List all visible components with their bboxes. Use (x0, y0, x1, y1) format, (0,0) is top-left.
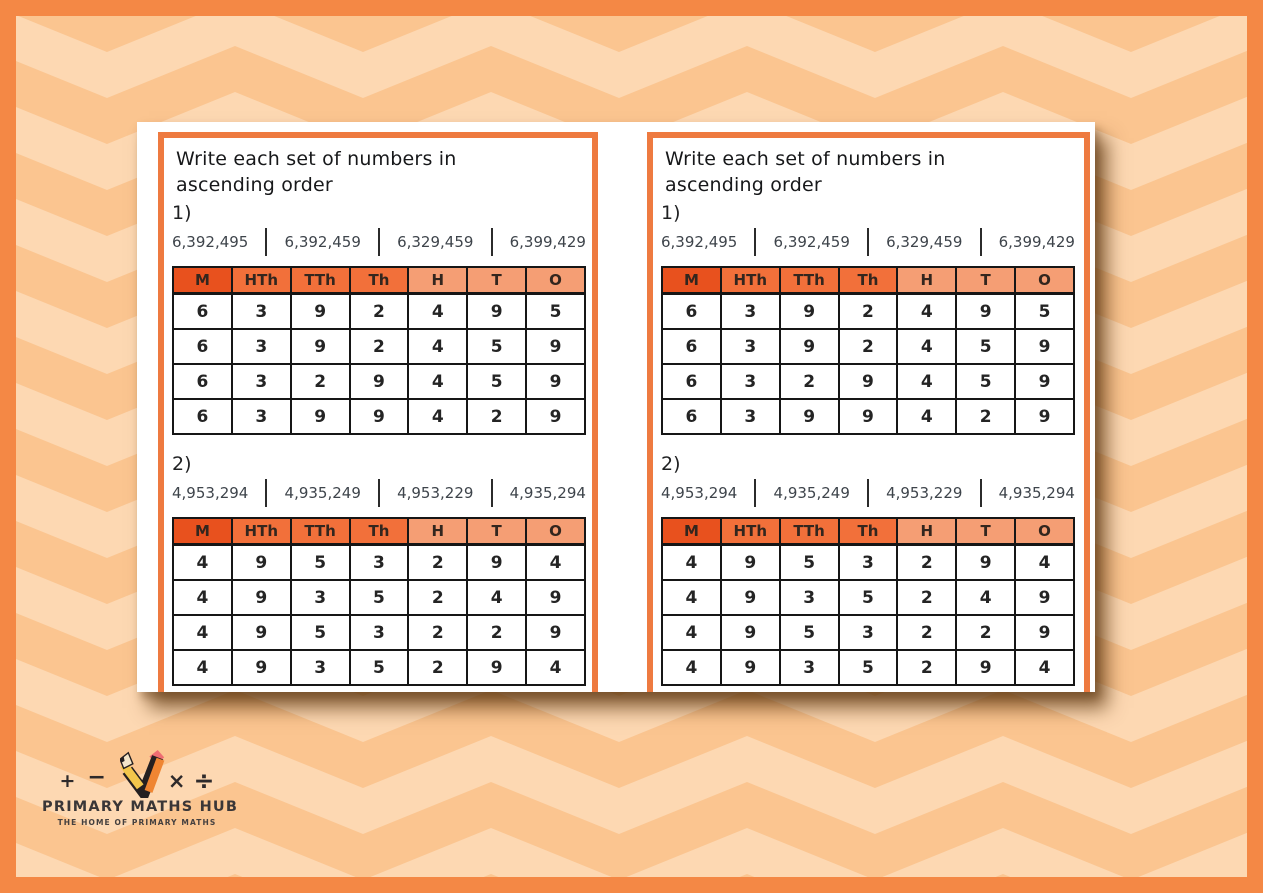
digit-cell: 9 (526, 364, 585, 399)
place-value-header-tth: TTh (291, 267, 350, 294)
digit-cell: 4 (526, 650, 585, 685)
title-line-1: Write each set of numbers in (176, 148, 457, 170)
number-value: 6,392,495 (172, 233, 249, 251)
digit-cell: 9 (721, 545, 780, 581)
title-line-2: ascending order (665, 174, 822, 196)
digit-cell: 4 (173, 650, 232, 685)
digit-cell: 2 (897, 650, 956, 685)
primary-maths-hub-logo (42, 744, 239, 827)
divide-icon: ÷ (193, 766, 215, 795)
digit-cell: 2 (408, 580, 467, 615)
digit-cell: 5 (467, 364, 526, 399)
place-value-header-h: H (408, 267, 467, 294)
digit-cell: 2 (956, 399, 1015, 434)
minus-icon: − (87, 765, 106, 790)
digit-cell: 4 (662, 545, 721, 581)
question-1-place-value-table (172, 266, 586, 435)
digit-cell: 6 (173, 294, 232, 330)
number-value: 6,392,459 (773, 233, 850, 251)
place-value-header-hth: HTh (232, 518, 291, 545)
digit-cell: 4 (467, 580, 526, 615)
digit-cell: 3 (839, 545, 898, 581)
digit-cell: 2 (897, 580, 956, 615)
digit-cell: 9 (1015, 399, 1074, 434)
digit-cell: 3 (721, 329, 780, 364)
digit-cell: 4 (173, 580, 232, 615)
digit-cell: 2 (467, 615, 526, 650)
number-value: 6,329,459 (886, 233, 963, 251)
digit-cell: 5 (350, 650, 409, 685)
digit-cell: 3 (291, 650, 350, 685)
number-value: 6,392,459 (284, 233, 361, 251)
question-1-number-set (172, 227, 586, 257)
place-value-header-o: O (526, 267, 585, 294)
digit-cell: 9 (232, 545, 291, 581)
digit-row (173, 399, 585, 434)
question-2-place-value-table (172, 517, 586, 686)
digit-row (173, 294, 585, 330)
digit-cell: 3 (780, 650, 839, 685)
number-value: 4,953,294 (661, 484, 738, 502)
digit-cell: 9 (350, 364, 409, 399)
digit-cell: 9 (526, 399, 585, 434)
title-line-2: ascending order (176, 174, 333, 196)
digit-cell: 9 (721, 615, 780, 650)
digit-cell: 2 (467, 399, 526, 434)
number-separator (265, 228, 267, 256)
digit-cell: 3 (350, 615, 409, 650)
header-row (662, 518, 1074, 545)
digit-cell: 9 (956, 545, 1015, 581)
digit-row (173, 545, 585, 581)
worksheet-panel-right (647, 132, 1090, 692)
place-value-header-o: O (1015, 267, 1074, 294)
place-value-header-th: Th (350, 518, 409, 545)
digit-cell: 5 (350, 580, 409, 615)
digit-row (173, 615, 585, 650)
worksheet-panel-left (158, 132, 598, 692)
number-value: 6,399,429 (998, 233, 1075, 251)
digit-cell: 6 (662, 364, 721, 399)
number-separator (378, 228, 380, 256)
place-value-header-tth: TTh (780, 518, 839, 545)
place-value-header-t: T (956, 267, 1015, 294)
digit-cell: 9 (721, 580, 780, 615)
digit-cell: 5 (780, 615, 839, 650)
digit-cell: 3 (839, 615, 898, 650)
logo-tagline: THE HOME OF PRIMARY MATHS (57, 818, 217, 827)
digit-cell: 9 (780, 329, 839, 364)
digit-cell: 5 (291, 545, 350, 581)
digit-cell: 9 (1015, 329, 1074, 364)
place-value-header-o: O (1015, 518, 1074, 545)
digit-cell: 4 (408, 294, 467, 330)
digit-cell: 9 (526, 580, 585, 615)
digit-cell: 2 (350, 294, 409, 330)
place-value-header-tth: TTh (291, 518, 350, 545)
digit-cell: 2 (780, 364, 839, 399)
digit-cell: 3 (350, 545, 409, 581)
digit-row (662, 615, 1074, 650)
logo-operator-symbols (42, 744, 232, 796)
digit-cell: 9 (721, 650, 780, 685)
digit-row (662, 580, 1074, 615)
digit-row (173, 650, 585, 685)
digit-row (662, 650, 1074, 685)
digit-cell: 9 (467, 650, 526, 685)
digit-cell: 4 (173, 615, 232, 650)
digit-cell: 2 (897, 545, 956, 581)
digit-cell: 3 (291, 580, 350, 615)
digit-cell: 3 (721, 364, 780, 399)
digit-cell: 4 (662, 580, 721, 615)
digit-cell: 2 (839, 294, 898, 330)
digit-cell: 4 (408, 399, 467, 434)
pencil-check-icon (120, 748, 166, 798)
digit-cell: 3 (721, 294, 780, 330)
place-value-header-t: T (956, 518, 1015, 545)
digit-cell: 4 (408, 329, 467, 364)
digit-row (173, 364, 585, 399)
digit-cell: 9 (956, 650, 1015, 685)
digit-cell: 5 (956, 364, 1015, 399)
number-value: 4,953,229 (397, 484, 474, 502)
digit-cell: 2 (839, 329, 898, 364)
number-separator (265, 479, 267, 507)
digit-cell: 9 (291, 399, 350, 434)
digit-cell: 9 (232, 615, 291, 650)
digit-cell: 9 (956, 294, 1015, 330)
number-value: 4,953,229 (886, 484, 963, 502)
question-1-section (661, 200, 1077, 435)
worksheet-panel-content (661, 146, 1077, 686)
worksheet-panel-content (172, 146, 585, 686)
digit-cell: 4 (173, 545, 232, 581)
digit-cell: 5 (1015, 294, 1074, 330)
question-2-section (172, 451, 585, 686)
number-separator (867, 479, 869, 507)
digit-cell: 5 (839, 650, 898, 685)
place-value-header-th: Th (350, 267, 409, 294)
digit-cell: 4 (662, 615, 721, 650)
place-value-header-m: M (662, 518, 721, 545)
digit-cell: 9 (291, 329, 350, 364)
question-1-section (172, 200, 585, 435)
place-value-header-m: M (662, 267, 721, 294)
digit-cell: 9 (839, 364, 898, 399)
digit-cell: 2 (897, 615, 956, 650)
place-value-header-m: M (173, 518, 232, 545)
question-2-number-set (661, 478, 1075, 508)
digit-cell: 2 (408, 545, 467, 581)
header-row (662, 267, 1074, 294)
worksheet-page (137, 122, 1095, 692)
logo-name: PRIMARY MATHS HUB (42, 799, 239, 815)
number-separator (754, 228, 756, 256)
digit-cell: 5 (526, 294, 585, 330)
digit-cell: 4 (897, 329, 956, 364)
place-value-header-t: T (467, 267, 526, 294)
digit-cell: 2 (350, 329, 409, 364)
question-2-label: 2) (661, 453, 681, 475)
place-value-header-h: H (408, 518, 467, 545)
worksheet-title (665, 146, 1077, 198)
place-value-header-tth: TTh (780, 267, 839, 294)
question-1-place-value-table (661, 266, 1075, 435)
digit-row (662, 329, 1074, 364)
number-value: 4,935,249 (284, 484, 361, 502)
question-1-label: 1) (172, 202, 192, 224)
number-value: 6,392,495 (661, 233, 738, 251)
place-value-header-hth: HTh (232, 267, 291, 294)
question-1-label: 1) (661, 202, 681, 224)
plus-icon: + (59, 770, 76, 792)
digit-cell: 6 (662, 329, 721, 364)
digit-cell: 3 (780, 580, 839, 615)
digit-cell: 2 (408, 650, 467, 685)
digit-cell: 5 (956, 329, 1015, 364)
digit-cell: 6 (662, 399, 721, 434)
place-value-header-th: Th (839, 267, 898, 294)
place-value-header-o: O (526, 518, 585, 545)
digit-cell: 9 (780, 294, 839, 330)
digit-cell: 9 (1015, 364, 1074, 399)
question-1-number-set (661, 227, 1075, 257)
digit-cell: 4 (526, 545, 585, 581)
digit-cell: 5 (291, 615, 350, 650)
digit-cell: 3 (232, 294, 291, 330)
digit-cell: 9 (291, 294, 350, 330)
number-separator (867, 228, 869, 256)
number-separator (378, 479, 380, 507)
digit-cell: 4 (956, 580, 1015, 615)
digit-cell: 2 (956, 615, 1015, 650)
number-value: 4,935,294 (509, 484, 586, 502)
header-row (173, 267, 585, 294)
place-value-header-t: T (467, 518, 526, 545)
digit-cell: 9 (526, 329, 585, 364)
digit-cell: 9 (232, 650, 291, 685)
number-separator (754, 479, 756, 507)
place-value-header-hth: HTh (721, 267, 780, 294)
digit-cell: 9 (526, 615, 585, 650)
number-separator (980, 479, 982, 507)
question-2-number-set (172, 478, 586, 508)
place-value-header-h: H (897, 267, 956, 294)
digit-row (662, 364, 1074, 399)
number-value: 4,935,249 (773, 484, 850, 502)
place-value-header-m: M (173, 267, 232, 294)
number-value: 6,329,459 (397, 233, 474, 251)
digit-cell: 9 (839, 399, 898, 434)
digit-cell: 9 (780, 399, 839, 434)
digit-cell: 9 (1015, 580, 1074, 615)
place-value-header-hth: HTh (721, 518, 780, 545)
digit-cell: 2 (408, 615, 467, 650)
place-value-header-th: Th (839, 518, 898, 545)
digit-cell: 3 (721, 399, 780, 434)
digit-cell: 4 (897, 399, 956, 434)
digit-cell: 9 (350, 399, 409, 434)
digit-cell: 6 (662, 294, 721, 330)
question-2-place-value-table (661, 517, 1075, 686)
digit-cell: 9 (467, 545, 526, 581)
digit-cell: 4 (1015, 650, 1074, 685)
number-value: 4,935,294 (998, 484, 1075, 502)
digit-row (173, 329, 585, 364)
number-separator (491, 228, 493, 256)
digit-cell: 2 (291, 364, 350, 399)
digit-row (662, 545, 1074, 581)
digit-cell: 4 (1015, 545, 1074, 581)
number-separator (491, 479, 493, 507)
digit-row (173, 580, 585, 615)
digit-cell: 3 (232, 329, 291, 364)
digit-cell: 6 (173, 329, 232, 364)
digit-cell: 4 (897, 364, 956, 399)
digit-cell: 9 (232, 580, 291, 615)
digit-row (662, 294, 1074, 330)
question-2-label: 2) (172, 453, 192, 475)
digit-cell: 4 (408, 364, 467, 399)
title-line-1: Write each set of numbers in (665, 148, 946, 170)
digit-cell: 5 (780, 545, 839, 581)
question-2-section (661, 451, 1077, 686)
digit-cell: 6 (173, 399, 232, 434)
digit-cell: 4 (897, 294, 956, 330)
place-value-header-h: H (897, 518, 956, 545)
header-row (173, 518, 585, 545)
times-icon: × (167, 769, 186, 793)
worksheet-title (176, 146, 585, 198)
digit-row (662, 399, 1074, 434)
number-value: 4,953,294 (172, 484, 249, 502)
digit-cell: 5 (467, 329, 526, 364)
digit-cell: 4 (662, 650, 721, 685)
number-value: 6,399,429 (509, 233, 586, 251)
digit-cell: 9 (467, 294, 526, 330)
digit-cell: 5 (839, 580, 898, 615)
number-separator (980, 228, 982, 256)
digit-cell: 3 (232, 399, 291, 434)
digit-cell: 3 (232, 364, 291, 399)
digit-cell: 6 (173, 364, 232, 399)
digit-cell: 9 (1015, 615, 1074, 650)
